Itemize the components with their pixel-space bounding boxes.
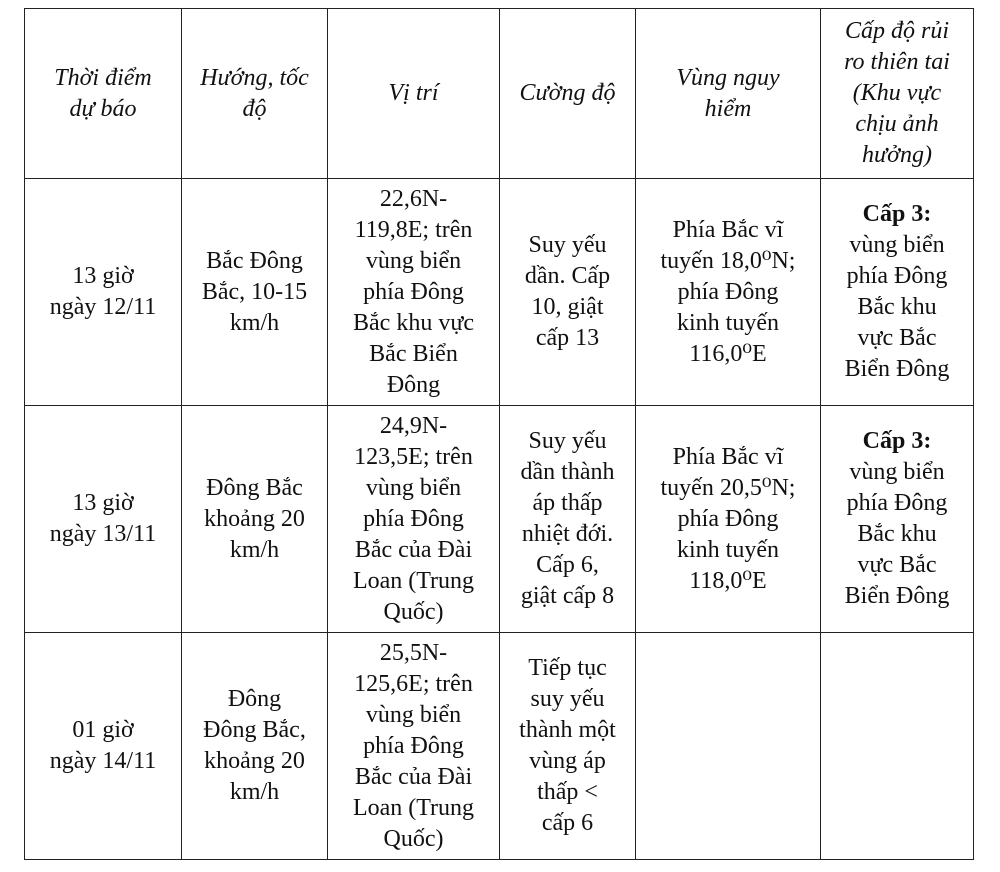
header-danger-zone: Vùng nguy hiểm <box>636 9 821 179</box>
cell-risk <box>821 633 974 860</box>
header-position: Vị trí <box>328 9 500 179</box>
cell-direction: Đông Đông Bắc, khoảng 20 km/h <box>182 633 328 860</box>
header-direction-speed: Hướng, tốc độ <box>182 9 328 179</box>
cell-risk <box>821 179 974 406</box>
cell-time: 13 giờ ngày 13/11 <box>25 406 182 633</box>
header-risk-level: Cấp độ rủi ro thiên tai (Khu vực chịu ảnh hưởng) <box>821 9 974 179</box>
cell-intensity: Tiếp tục suy yếu thành một vùng áp thấp < cấp 6 <box>500 633 636 860</box>
cell-danger-zone: Phía Bắc vĩ tuyến 20,5⁰N; phía Đông kinh tuyến 118,0⁰E <box>636 406 821 633</box>
cell-position: 22,6N- 119,8E; trên vùng biển phía Đông Bắc khu vực Bắc Biển Đông <box>328 179 500 406</box>
cell-intensity: Suy yếu dần thành áp thấp nhiệt đới. Cấp 6, giật cấp 8 <box>500 406 636 633</box>
table-row <box>25 633 974 860</box>
header-row <box>25 9 974 179</box>
header-forecast-time: Thời điểm dự báo <box>25 9 182 179</box>
cell-direction: Bắc Đông Bắc, 10-15 km/h <box>182 179 328 406</box>
cell-danger-zone: Phía Bắc vĩ tuyến 18,0⁰N; phía Đông kinh tuyến 116,0⁰E <box>636 179 821 406</box>
cell-direction: Đông Bắc khoảng 20 km/h <box>182 406 328 633</box>
risk-level-label: Cấp 3: <box>862 201 932 227</box>
cell-position: 25,5N- 125,6E; trên vùng biển phía Đông Bắc của Đài Loan (Trung Quốc) <box>328 633 500 860</box>
table-row <box>25 406 974 633</box>
forecast-table <box>24 8 974 860</box>
cell-risk <box>821 406 974 633</box>
risk-area-text: vùng biển phía Đông Bắc khu vực Bắc Biển Đông <box>844 459 950 609</box>
cell-intensity: Suy yếu dần. Cấp 10, giật cấp 13 <box>500 179 636 406</box>
table-row <box>25 179 974 406</box>
header-intensity: Cường độ <box>500 9 636 179</box>
cell-danger-zone <box>636 633 821 860</box>
cell-time: 01 giờ ngày 14/11 <box>25 633 182 860</box>
cell-position: 24,9N- 123,5E; trên vùng biển phía Đông Bắc của Đài Loan (Trung Quốc) <box>328 406 500 633</box>
cell-time: 13 giờ ngày 12/11 <box>25 179 182 406</box>
risk-level-label: Cấp 3: <box>862 428 932 454</box>
risk-area-text: vùng biển phía Đông Bắc khu vực Bắc Biển Đông <box>844 232 950 382</box>
